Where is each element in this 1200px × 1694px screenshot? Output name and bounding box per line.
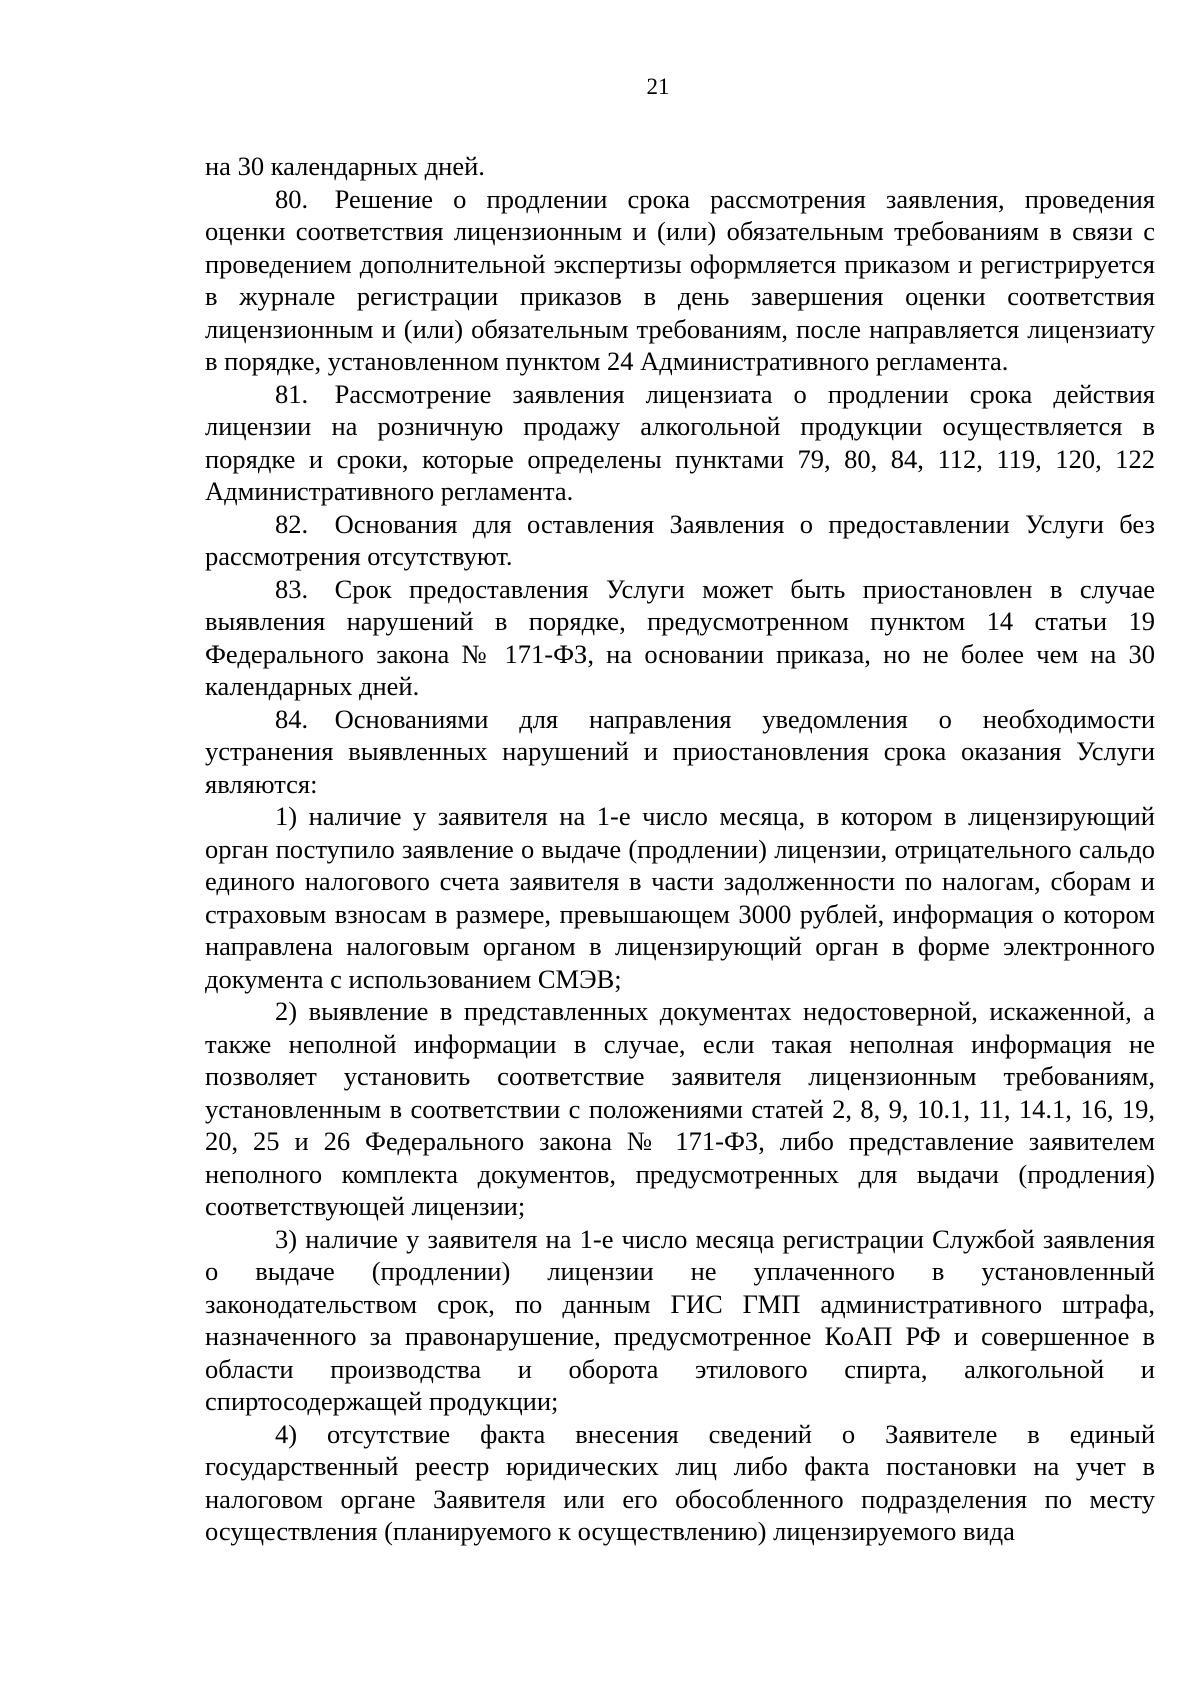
list-item-1: 1) наличие у заявителя на 1-е число месяца, в котором в лицензирующий орган поступило заявление о выдаче (продлении) лицензии, отрицательного сальдо единого налогового счета заявителя в части задолженности по налогам, сборам и страховым взносам в размере, превышающем 3000 рублей, информация о котором направлена налоговым органом в лицензирующий орган в форме электронного документа с использованием СМЭВ;: [205, 801, 1155, 994]
paragraph-83: 83. Срок предоставления Услуги может быть приостановлен в случае выявления нарушений в порядке, предусмотренном пунктом 14 статьи 19 Федерального закона № 171-ФЗ, на основании приказа, но не более чем на 30 календарных дней.: [205, 573, 1155, 701]
page-number: 21: [646, 74, 670, 99]
paragraph-82: 82. Основания для оставления Заявления о предоставлении Услуги без рассмотрения отсутствуют.: [205, 508, 1155, 571]
paragraph-84: 84. Основаниями для направления уведомления о необходимости устранения выявленных нарушений и приостановления срока оказания Услуги являются:: [205, 703, 1155, 799]
paragraph-81: 81. Рассмотрение заявления лицензиата о продлении срока действия лицензии на розничную продажу алкогольной продукции осуществляется в порядке и сроки, которые определены пунктами 79, 80, 84, 112, 119, 120, 122 Административного регламента.: [205, 378, 1155, 506]
list-item-4: 4) отсутствие факта внесения сведений о Заявителе в единый государственный реестр юридических лиц либо факта постановки на учет в налоговом органе Заявителя или его обособленного подразделения по месту осуществления (планируемого к осуществлению) лицензируемого вида: [205, 1418, 1155, 1546]
document-body: [205, 150, 1155, 1548]
paragraph-80: 80. Решение о продлении срока рассмотрения заявления, проведения оценки соответствия лицензионным и (или) обязательным требованиям в связи с проведением дополнительной экспертизы оформляется приказом и регистрируется в журнале регистрации приказов в день завершения оценки соответствия лицензионным и (или) обязательным требованиям, после направляется лицензиату в порядке, установленном пунктом 24 Административного регламента.: [205, 183, 1155, 376]
paragraph-continuation: на 30 календарных дней.: [205, 151, 485, 181]
list-item-3: 3) наличие у заявителя на 1-е число месяца регистрации Службой заявления о выдаче (продлении) лицензии не уплаченного в установленный законодательством срок, по данным ГИС ГМП административного штрафа, назначенного за правонарушение, предусмотренное КоАП РФ и совершенное в области производства и оборота этилового спирта, алкогольной и спиртосодержащей продукции;: [205, 1223, 1155, 1416]
list-item-2: 2) выявление в представленных документах недостоверной, искаженной, а также неполной информации в случае, если такая неполная информация не позволяет установить соответствие заявителя лицензионным требованиям, установленным в соответствии с положениями статей 2, 8, 9, 10.1, 11, 14.1, 16, 19, 20, 25 и 26 Федерального закона № 171-ФЗ, либо представление заявителем неполного комплекта документов, предусмотренных для выдачи (продления) соответствующей лицензии;: [205, 996, 1155, 1221]
